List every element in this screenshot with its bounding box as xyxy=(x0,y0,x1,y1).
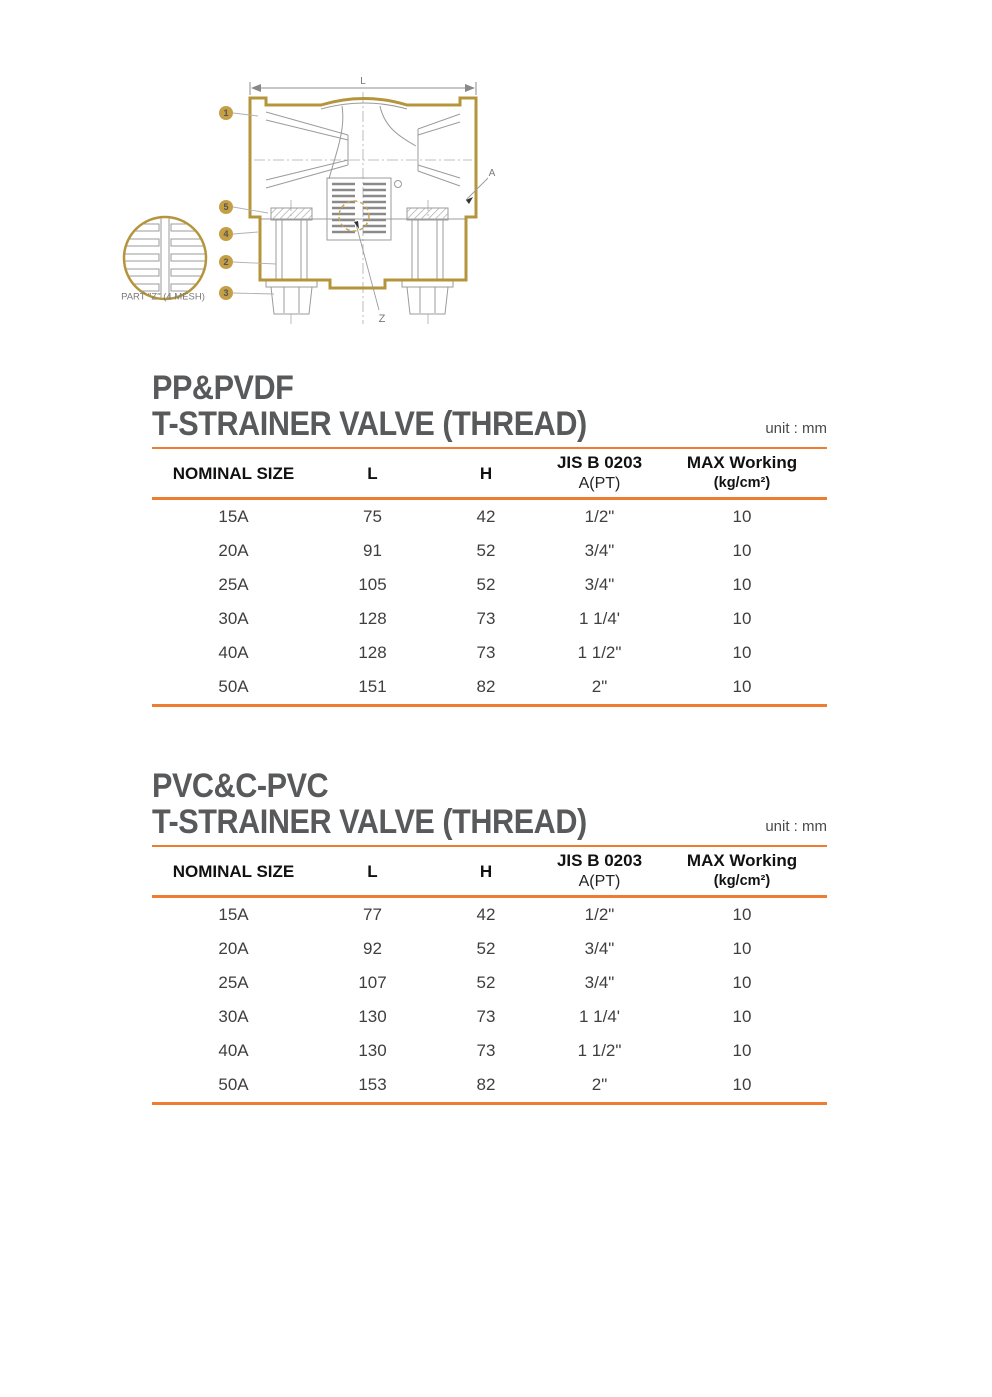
header-nominal-size xyxy=(152,449,315,497)
table-cell: 151 xyxy=(358,677,387,696)
table-cell: 30A xyxy=(218,1007,249,1026)
header-text: MAX Working xyxy=(686,453,798,472)
table-cell: 1/2" xyxy=(584,905,615,924)
table-cell: 128 xyxy=(358,609,387,628)
table-cell: 15A xyxy=(218,905,249,924)
spec-table-pp-pvdf xyxy=(152,447,827,707)
table-row xyxy=(152,898,827,932)
table-cell: 10 xyxy=(732,973,752,992)
table-row xyxy=(152,602,827,636)
header-l xyxy=(315,449,430,497)
header-max-working xyxy=(657,449,827,497)
table-body xyxy=(152,500,827,704)
table-cell: 10 xyxy=(732,507,752,526)
table-row xyxy=(152,932,827,966)
table-cell: 3/4" xyxy=(584,973,615,992)
table-row xyxy=(152,568,827,602)
table-cell: 73 xyxy=(476,643,496,662)
header-nominal-size xyxy=(152,847,315,895)
table-cell: 25A xyxy=(218,575,249,594)
table-cell: 10 xyxy=(732,541,752,560)
z-leader-line xyxy=(356,224,379,310)
table-cell: 10 xyxy=(732,677,752,696)
table-cell: 10 xyxy=(732,1007,752,1026)
table-cell: 1 1/2" xyxy=(577,643,622,662)
spec-table-pvc-cpvc xyxy=(152,845,827,1105)
table-cell: 10 xyxy=(732,1041,752,1060)
table-cell: 130 xyxy=(358,1007,387,1026)
table-cell: 40A xyxy=(218,1041,249,1060)
table-cell: 15A xyxy=(218,507,249,526)
table-cell: 52 xyxy=(476,575,496,594)
table-cell: 10 xyxy=(732,1075,752,1094)
callout-leaders xyxy=(233,113,276,294)
strainer-slots xyxy=(332,184,386,232)
table-header-row xyxy=(152,449,827,500)
table-cell: 20A xyxy=(218,939,249,958)
table-cell: 10 xyxy=(732,905,752,924)
header-text: MAX Working xyxy=(686,851,798,870)
section1-title-line1: PP&PVDF xyxy=(152,369,294,407)
section2-title-line2: T-STRAINER VALVE (THREAD) xyxy=(152,803,587,841)
table-row xyxy=(152,1068,827,1102)
header-h xyxy=(430,449,542,497)
table-cell: 107 xyxy=(358,973,387,992)
header-text: L xyxy=(367,463,378,483)
table-cell: 50A xyxy=(218,1075,249,1094)
header-subtext: A(PT) xyxy=(578,475,621,492)
header-text: L xyxy=(367,861,378,881)
a-leader-arrow xyxy=(466,197,473,204)
header-jis xyxy=(542,847,657,895)
table-row xyxy=(152,966,827,1000)
table-cell: 42 xyxy=(476,507,496,526)
table-cell: 50A xyxy=(218,677,249,696)
table-row xyxy=(152,636,827,670)
section1-unit-label: unit : mm xyxy=(765,420,827,437)
part-z-detail xyxy=(121,217,208,303)
header-text: NOMINAL SIZE xyxy=(172,861,295,881)
callout-1-number: 1 xyxy=(223,108,229,119)
table-cell: 10 xyxy=(732,609,752,628)
table-cell: 82 xyxy=(476,1075,496,1094)
part-z-label: PART "Z" (4 MESH) xyxy=(121,291,205,303)
header-subtext: (kg/cm²) xyxy=(713,475,771,491)
table-cell: 10 xyxy=(732,939,752,958)
section1-title-line2: T-STRAINER VALVE (THREAD) xyxy=(152,405,587,443)
table-cell: 130 xyxy=(358,1041,387,1060)
section2-title-line1: PVC&C-PVC xyxy=(152,767,329,805)
plug-bolt-right xyxy=(402,208,453,314)
table-cell: 52 xyxy=(476,541,496,560)
table-cell: 92 xyxy=(363,939,382,958)
table-cell: 1 1/4' xyxy=(578,1007,621,1026)
callout-balloons xyxy=(219,106,233,300)
table-cell: 73 xyxy=(476,609,496,628)
header-h xyxy=(430,847,542,895)
table-cell: 75 xyxy=(363,507,382,526)
table-cell: 3/4" xyxy=(584,939,615,958)
section2-unit-label: unit : mm xyxy=(765,818,827,835)
table-cell: 82 xyxy=(476,677,496,696)
table-cell: 73 xyxy=(476,1007,496,1026)
table-cell: 91 xyxy=(363,541,382,560)
table-cell: 52 xyxy=(476,939,496,958)
header-jis xyxy=(542,449,657,497)
table-row xyxy=(152,500,827,534)
header-text: JIS B 0203 xyxy=(556,851,643,870)
header-text: H xyxy=(479,861,493,881)
table-cell: 42 xyxy=(476,905,496,924)
table-cell: 10 xyxy=(732,575,752,594)
table-cell: 1 1/2" xyxy=(577,1041,622,1060)
table-cell: 2" xyxy=(591,1075,608,1094)
table-row xyxy=(152,534,827,568)
table-cell: 40A xyxy=(218,643,249,662)
header-text: NOMINAL SIZE xyxy=(172,463,295,483)
header-l xyxy=(315,847,430,895)
table-cell: 2" xyxy=(591,677,608,696)
table-cell: 153 xyxy=(358,1075,387,1094)
callout-3-number: 3 xyxy=(223,288,229,299)
table-cell: 128 xyxy=(358,643,387,662)
callout-5-number: 5 xyxy=(223,202,229,213)
label-a: A xyxy=(488,168,496,179)
table-row xyxy=(152,1000,827,1034)
header-max-working xyxy=(657,847,827,895)
table-cell: 105 xyxy=(358,575,387,594)
table-cell: 52 xyxy=(476,973,496,992)
table-body xyxy=(152,898,827,1102)
table-cell: 20A xyxy=(218,541,249,560)
header-text: JIS B 0203 xyxy=(556,453,643,472)
table-cell: 25A xyxy=(218,973,249,992)
table-cell: 10 xyxy=(732,643,752,662)
table-row xyxy=(152,1034,827,1068)
header-subtext: A(PT) xyxy=(578,873,621,890)
header-text: H xyxy=(479,463,493,483)
table-cell: 3/4" xyxy=(584,541,615,560)
table-cell: 3/4" xyxy=(584,575,615,594)
technical-drawing xyxy=(108,72,528,340)
plug-bolt-left xyxy=(266,208,317,314)
header-subtext: (kg/cm²) xyxy=(713,873,771,889)
callout-4-number: 4 xyxy=(223,229,229,240)
table-cell: 30A xyxy=(218,609,249,628)
dimension-L-label: L xyxy=(360,76,366,87)
table-cell: 1 1/4' xyxy=(578,609,621,628)
callout-2-number: 2 xyxy=(223,257,229,268)
label-z: Z xyxy=(378,313,386,325)
table-row xyxy=(152,670,827,704)
table-header-row xyxy=(152,847,827,898)
table-cell: 77 xyxy=(363,905,382,924)
table-cell: 1/2" xyxy=(584,507,615,526)
table-cell: 73 xyxy=(476,1041,496,1060)
